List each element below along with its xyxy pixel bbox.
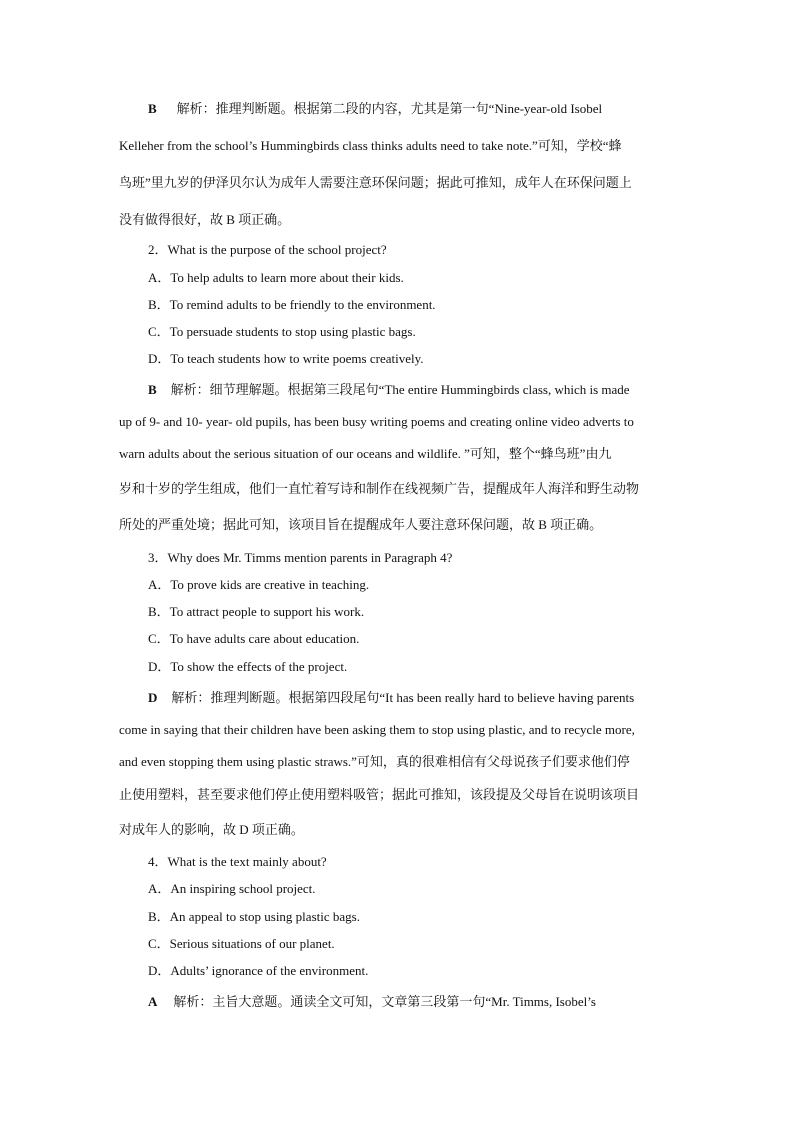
question-4-option-d: D．Adults’ ignorance of the environment. (148, 963, 369, 978)
analysis-3-text: 解析：推理判断题。根据第四段尾句“It has been really hard to believe having parents (171, 690, 635, 705)
analysis-3-line-5: 对成年人的影响，故 D 项正确。 (119, 822, 304, 837)
analysis-2-line-4: 岁和十岁的学生组成，他们一直忙着写诗和制作在线视频广告，提醒成年人海洋和野生动物 (119, 481, 640, 496)
analysis-4-line-1 (148, 994, 596, 1010)
analysis-1-line-3: 鸟班”里九岁的伊泽贝尔认为成年人需要注意环保问题；据此可推知，成年人在环保问题上 (119, 175, 632, 190)
question-3-option-a: A．To prove kids are creative in teaching. (148, 577, 370, 592)
analysis-3-line-4: 止使用塑料，甚至要求他们停止使用塑料吸管；据此可推知，该段提及父母旨在说明该项目 (119, 787, 640, 802)
analysis-1-line-1 (148, 101, 602, 117)
question-2-option-b: B．To remind adults to be friendly to the environment. (148, 297, 436, 312)
analysis-4-answer: A (148, 994, 158, 1009)
analysis-3-line-1 (148, 690, 634, 706)
analysis-1-line-4: 没有做得很好，故 B 项正确。 (119, 212, 291, 227)
question-3-option-d: D．To show the effects of the project. (148, 659, 348, 674)
question-2-option-d: D．To teach students how to write poems creatively. (148, 351, 424, 366)
analysis-2-line-5: 所处的严重处境；据此可知，该项目旨在提醒成年人要注意环保问题，故 B 项正确。 (119, 517, 603, 532)
question-4-option-b: B．An appeal to stop using plastic bags. (148, 909, 360, 924)
question-3-stem: 3．Why does Mr. Timms mention parents in Paragraph 4? (148, 550, 453, 565)
analysis-3-line-2: come in saying that their children have been asking them to stop using plastic, and to recycle more, (119, 722, 635, 737)
question-2-option-a: A．To help adults to learn more about their kids. (148, 270, 404, 285)
analysis-2-line-2: up of 9- and 10- year- old pupils, has been busy writing poems and creating online video adverts to (119, 414, 634, 429)
analysis-2-answer: B (148, 382, 157, 397)
analysis-2-line-3: warn adults about the serious situation of our oceans and wildlife. ”可知，整个“蜂鸟班”由九 (119, 446, 612, 461)
analysis-1-answer: B (148, 101, 157, 116)
question-2-option-c: C．To persuade students to stop using plastic bags. (148, 324, 416, 339)
question-4-option-c: C．Serious situations of our planet. (148, 936, 335, 951)
analysis-3-line-3: and even stopping them using plastic straws.”可知，真的很难相信有父母说孩子们要求他们停 (119, 754, 630, 769)
question-4-stem: 4．What is the text mainly about? (148, 854, 327, 869)
analysis-3-answer: D (148, 690, 158, 705)
analysis-4-text: 解析：主旨大意题。通读全文可知，文章第三段第一句“Mr. Timms, Isobel’s (173, 994, 596, 1009)
question-2-stem: 2．What is the purpose of the school project? (148, 242, 387, 257)
question-3-option-c: C．To have adults care about education. (148, 631, 360, 646)
analysis-2-text: 解析：细节理解题。根据第三段尾句“The entire Hummingbirds class, which is made (170, 382, 630, 397)
question-3-option-b: B．To attract people to support his work. (148, 604, 365, 619)
analysis-1-text: 解析：推理判断题。根据第二段的内容，尤其是第一句“Nine-year-old Isobel (176, 101, 603, 116)
question-4-option-a: A．An inspiring school project. (148, 881, 316, 896)
analysis-1-line-2: Kelleher from the school’s Hummingbirds class thinks adults need to take note.”可知，学校“蜂 (119, 138, 622, 153)
analysis-2-line-1 (148, 382, 630, 398)
